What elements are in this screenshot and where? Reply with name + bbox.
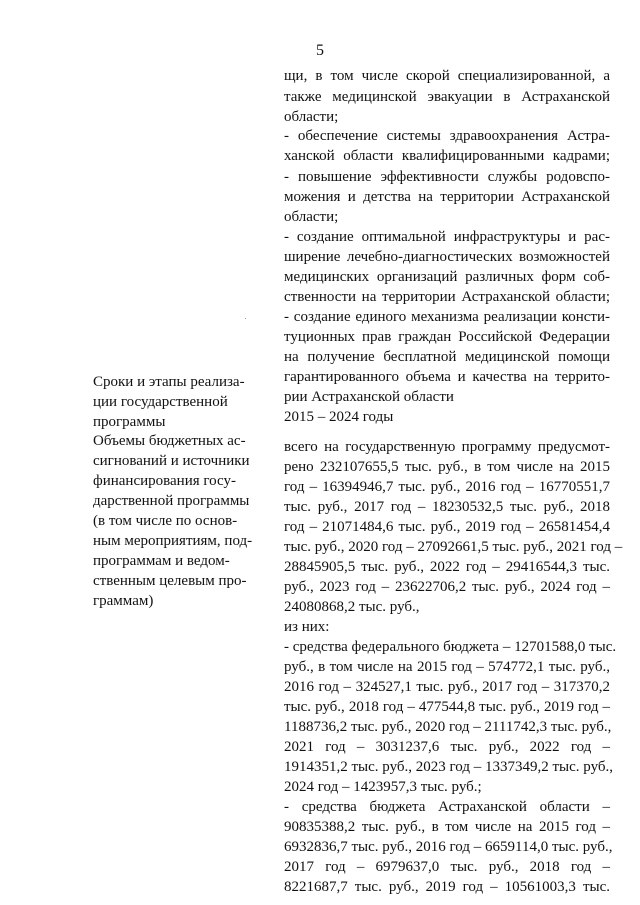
funding-line: - средства федерального бюджета – 12701588,0 тыс. <box>284 639 617 655</box>
funding-line: год – 16394946,7 тыс. руб., 2016 год – 16770551,7 <box>284 479 610 495</box>
goals-line: ханской области квалифицированными кадрами; <box>284 148 610 164</box>
funding-label-line: финансирования госу- <box>93 473 236 489</box>
funding-line: руб., 2023 год – 23622706,2 тыс. руб., 2024 год – <box>284 579 610 595</box>
funding-label-line: сигнований и источники <box>93 453 250 469</box>
goals-line: щи, в том числе скорой специализированной, а <box>284 68 610 84</box>
goals-line: - создание единого механизма реализации консти- <box>284 309 610 325</box>
terms-label-line: ции государственной <box>93 394 228 410</box>
funding-line: из них: <box>284 619 330 635</box>
funding-label-line: программам и ведом- <box>93 553 230 569</box>
funding-line: руб., в том числе на 2015 год – 574772,1 тыс. руб., <box>284 659 610 675</box>
goals-line: медицинских организаций различных форм соб- <box>284 269 610 285</box>
funding-line: 1914351,2 тыс. руб., 2023 год – 1337349,2 тыс. руб., <box>284 759 614 775</box>
goals-line: можения и детства на территории Астраханской <box>284 189 610 205</box>
funding-line: 90835388,2 тыс. руб., в том числе на 2015 год – <box>284 819 610 835</box>
goals-line: - повышение эффективности службы родовспо- <box>284 169 610 185</box>
funding-line: 2017 год – 6979637,0 тыс. руб., 2018 год – <box>284 859 610 875</box>
funding-line: 1188736,2 тыс. руб., 2020 год – 2111742,3 тыс. руб., <box>284 719 612 735</box>
goals-line: также медицинской эвакуации в Астраханской <box>284 89 610 105</box>
goals-line: ственности на территории Астраханской области; <box>284 289 610 305</box>
funding-line: 2016 год – 324527,1 тыс. руб., 2017 год – 317370,2 <box>284 679 610 695</box>
goals-line: области; <box>284 209 339 225</box>
goals-line: - обеспечение системы здравоохранения Астра- <box>284 128 610 144</box>
terms-label-line: программы <box>93 414 166 430</box>
funding-label-line: граммам) <box>93 593 154 609</box>
funding-line: 2024 год – 1423957,3 тыс. руб.; <box>284 779 482 795</box>
goals-line: области; <box>284 109 339 125</box>
scan-mark <box>245 318 246 319</box>
funding-line: 28845905,5 тыс. руб., 2022 год – 29416544,3 тыс. <box>284 559 610 575</box>
goals-line: - создание оптимальной инфраструктуры и рас- <box>284 229 610 245</box>
funding-line: 2021 год – 3031237,6 тыс. руб., 2022 год – <box>284 739 610 755</box>
goals-line: рии Астраханской области <box>284 389 454 405</box>
funding-line: - средства бюджета Астраханской области – <box>284 799 610 815</box>
funding-line: тыс. руб., 2017 год – 18230532,5 тыс. руб., 2018 <box>284 499 610 515</box>
funding-label-line: ным мероприятиям, под- <box>93 533 253 549</box>
terms-label-line: Сроки и этапы реализа- <box>93 374 245 390</box>
funding-line: тыс. руб., 2018 год – 477544,8 тыс. руб., 2019 год – <box>284 699 610 715</box>
funding-label-line: ственным целевым про- <box>93 573 247 589</box>
funding-line: 6932836,7 тыс. руб., 2016 год – 6659114,0 тыс. руб., <box>284 839 613 855</box>
goals-line: гарантированного объема и качества на террито- <box>284 369 610 385</box>
funding-label-line: дарственной программы <box>93 493 250 509</box>
page-number: 5 <box>316 42 324 59</box>
funding-line: рено 232107655,5 тыс. руб., в том числе на 2015 <box>284 459 610 475</box>
funding-label-line: Объемы бюджетных ас- <box>93 433 246 449</box>
funding-line: 8221687,7 тыс. руб., 2019 год – 10561003,3 тыс. <box>284 879 610 895</box>
funding-line: 24080868,2 тыс. руб., <box>284 599 420 615</box>
funding-line: тыс. руб., 2020 год – 27092661,5 тыс. руб., 2021 год – <box>284 539 623 555</box>
goals-line: ширение лечебно-диагностических возможностей <box>284 249 610 265</box>
terms-value: 2015 – 2024 годы <box>284 409 394 425</box>
funding-line: всего на государственную программу предусмот- <box>284 439 610 455</box>
funding-label-line: (в том числе по основ- <box>93 513 238 529</box>
goals-line: на получение бесплатной медицинской помощи <box>284 349 610 365</box>
funding-line: год – 21071484,6 тыс. руб., 2019 год – 26581454,4 <box>284 519 610 535</box>
goals-line: туционных прав граждан Российской Федерации <box>284 329 610 345</box>
